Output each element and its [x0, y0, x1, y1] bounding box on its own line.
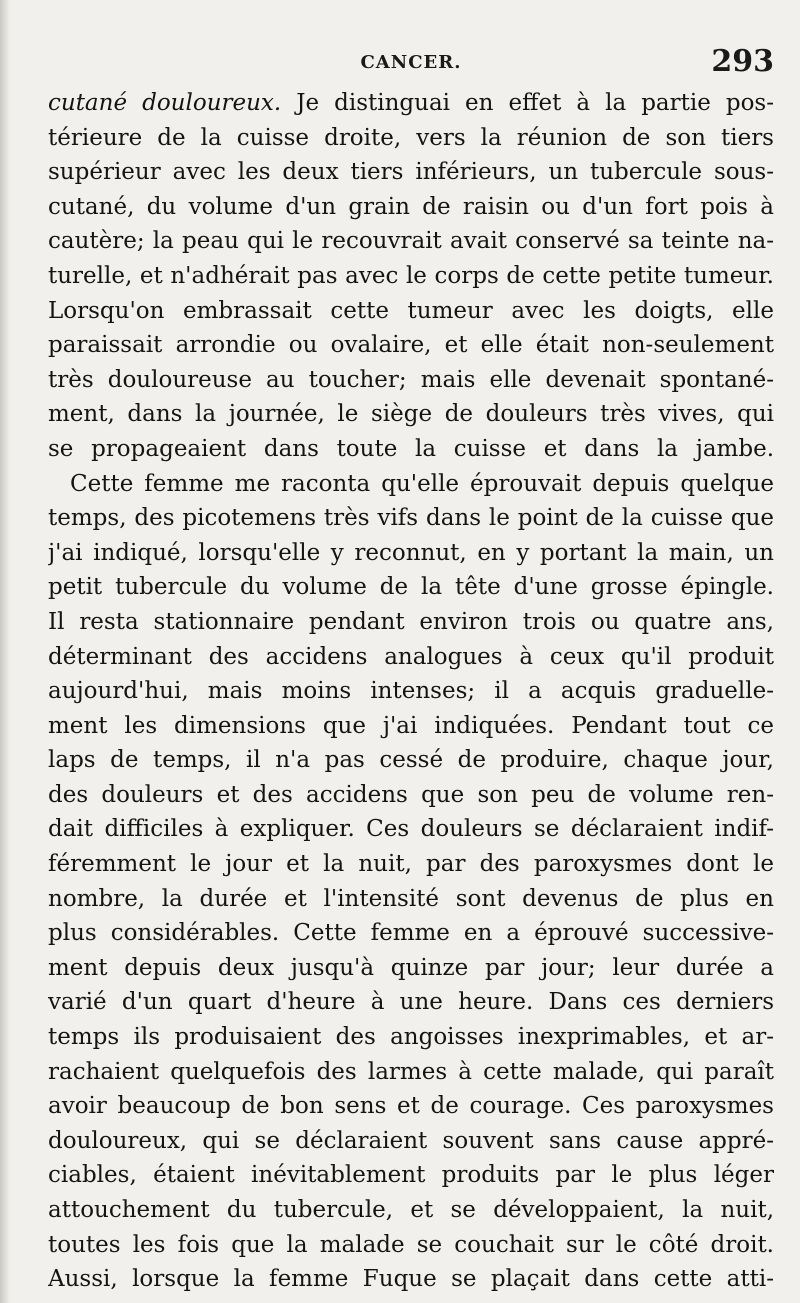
- text-line: toutes les fois que la malade se couchait sur le côté droit.: [48, 1231, 774, 1258]
- text-line: rachaient quelquefois des larmes à cette malade, qui paraît: [48, 1058, 774, 1085]
- running-head: CANCER.: [360, 52, 462, 73]
- text-line: plus considérables. Cette femme en a éprouvé successive-: [48, 920, 774, 947]
- text-line: j'ai indiqué, lorsqu'elle y reconnut, en y portant la main, un: [48, 539, 774, 566]
- text-line: temps ils produisaient des angoisses inexprimables, et ar-: [48, 1024, 774, 1051]
- text-line: avoir beaucoup de bon sens et de courage. Ces paroxysmes: [48, 1093, 774, 1120]
- text-line: ment les dimensions que j'ai indiquées. Pendant tout ce: [48, 712, 774, 739]
- body-text: [48, 86, 774, 1297]
- text-line: térieure de la cuisse droite, vers la réunion de son tiers: [48, 124, 774, 151]
- paragraph-2-first-line: Cette femme me raconta qu'elle éprouvait depuis quelque: [70, 470, 774, 497]
- text-line: Aussi, lorsque la femme Fuque se plaçait dans cette atti-: [48, 1266, 774, 1293]
- text-line: nombre, la durée et l'intensité sont devenus de plus en: [48, 885, 774, 912]
- text-line: des douleurs et des accidens que son peu de volume ren-: [48, 781, 774, 808]
- text-line: supérieur avec les deux tiers inférieurs, un tubercule sous-: [48, 159, 774, 186]
- page-header: [48, 44, 774, 84]
- text-line: aujourd'hui, mais moins intenses; il a acquis graduelle-: [48, 678, 774, 705]
- page-edge-shadow: [0, 0, 10, 1303]
- text-line: très douloureuse au toucher; mais elle devenait spontané-: [48, 366, 774, 393]
- text-line-1: [48, 86, 774, 121]
- text-line: Lorsqu'on embrassait cette tumeur avec les doigts, elle: [48, 297, 774, 324]
- text-line: féremment le jour et la nuit, par des paroxysmes dont le: [48, 851, 774, 878]
- text-line: se propageaient dans toute la cuisse et dans la jambe.: [48, 435, 774, 462]
- text-line: ment, dans la journée, le siège de douleurs très vives, qui: [48, 401, 774, 428]
- text-line: cutané, du volume d'un grain de raisin ou d'un fort pois à: [48, 193, 774, 220]
- opening-italic-phrase: cutané douloureux.: [48, 90, 282, 116]
- text-line: dait difficiles à expliquer. Ces douleurs se déclaraient indif-: [48, 816, 774, 843]
- page-number: 293: [711, 44, 774, 79]
- text-line: ment depuis deux jusqu'à quinze par jour; leur durée a: [48, 954, 774, 981]
- text-line: laps de temps, il n'a pas cessé de produire, chaque jour,: [48, 747, 774, 774]
- text-line: attouchement du tubercule, et se développaient, la nuit,: [48, 1197, 774, 1223]
- text-line: cautère; la peau qui le recouvrait avait conservé sa teinte na-: [48, 228, 774, 255]
- text-line-1-rest: Je distinguai en effet à la partie pos-: [296, 90, 774, 116]
- text-line: Il resta stationnaire pendant environ trois ou quatre ans,: [48, 608, 774, 635]
- text-line: ciables, étaient inévitablement produits par le plus léger: [48, 1162, 774, 1189]
- text-line: déterminant des accidens analogues à ceux qu'il produit: [48, 643, 774, 670]
- text-line: petit tubercule du volume de la tête d'une grosse épingle.: [48, 574, 774, 601]
- text-line: turelle, et n'adhérait pas avec le corps de cette petite tumeur.: [48, 262, 774, 289]
- text-line: paraissait arrondie ou ovalaire, et elle était non-seulement: [48, 332, 774, 359]
- text-line: douloureux, qui se déclaraient souvent sans cause appré-: [48, 1127, 774, 1154]
- text-line: varié d'un quart d'heure à une heure. Dans ces derniers: [48, 989, 774, 1016]
- text-line: temps, des picotemens très vifs dans le point de la cuisse que: [48, 505, 774, 532]
